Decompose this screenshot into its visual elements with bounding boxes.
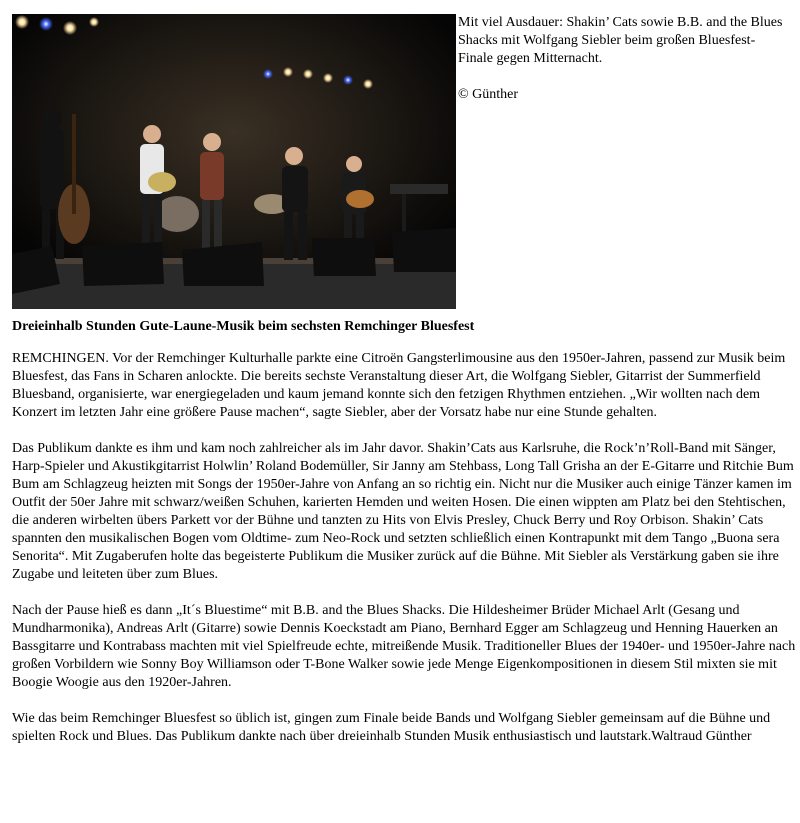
article-paragraph: REMCHINGEN. Vor der Remchinger Kulturhalle parkte eine Citroën Gangsterlimousine aus den 1950er-Jahren, passend zur Musik beim Bluesfest, das Fans in Scharen anlockte. Die bereits sechste Veranstaltung dieser Art, die Wolfgang Siebler, Gitarrist der Summerfield Bluesband, organisierte, war energiegeladen und kaum jemand konnte sich den fetzigen Rhythmen entziehen. „Wir wollten nach dem Konzert im letzten Jahr eine größere Pause machen“, sagte Siebler, aber der Vorsatz habe nur eine Stunde gehalten. xyxy=(12,351,786,420)
article-paragraph: Wie das beim Remchinger Bluesfest so üblich ist, gingen zum Finale beide Bands und Wolfgang Siebler gemeinsam auf die Bühne und spielten Rock und Blues. Das Publikum dankte nach über dreieinhalb Stunden Musik enthusiastisch und lautstark.Waltraud Günther xyxy=(12,711,771,744)
photo-credit: © Günther xyxy=(458,87,519,102)
article-paragraph: Nach der Pause hieß es dann „It´s Bluestime“ mit B.B. and the Blues Shacks. Die Hildesheimer Brüder Michael Arlt (Gesang und Mundharmonika), Andreas Arlt (Gitarre) sowie Dennis Koeckstadt am Piano, Bernhard Egger am Schlagzeug und Henning Hauerken an Bassgitarre und Kontrabass machten mit viel Spielfreude echte, mitreißende Musik. Traditioneller Blues der 1940er- und 1950er-Jahre nach großen Vorbildern wie Sonny Boy Williamson oder T-Bone Walker sowie jede Menge Eigenkompositionen in diesem Stil mixten sie mit Boogie Woogie aus den 1920er-Jahren. xyxy=(12,603,796,690)
article-body xyxy=(12,350,797,764)
article-headline: Dreieinhalb Stunden Gute-Laune-Musik beim sechsten Remchinger Bluesfest xyxy=(12,319,475,334)
band-on-stage-photo-icon xyxy=(12,14,456,309)
concert-photo xyxy=(12,14,456,309)
article-paragraph: Das Publikum dankte es ihm und kam noch zahlreicher als im Jahr davor. Shakin’Cats aus Karlsruhe, die Rock’n’Roll-Band mit Sänger, Harp-Spieler und Akustikgitarrist Holwlin’ Roland Bodemüller, Sir Janny am Stehbass, Long Tall Grisha an der E-Gitarre und Ritchie Bum Bum am Schlagzeug heizten mit Songs der 1950er-Jahre von Anfang an so richtig ein. Nicht nur die Musiker auch einige Tänzer kamen im Outfit der 50er Jahre mit schwarz/weißen Schuhen, karierten Hemden und weiten Hosen. Die einen wippten am Platz bei den Stehtischen, die anderen wirbelten übers Parkett vor der Bühne und tanzten zu Hits von Elvis Presley, Chuck Berry und Roy Orbison. Shakin’ Cats spannten den musikalischen Bogen vom Oldtime- zum Neo-Rock und setzten schließlich einen Kontrapunkt mit dem Tango „Buona sera Senorita“. Mit Zugaberufen holte das begeisterte Publikum die Musiker zurück auf die Bühne. Mit Siebler als Verstärkung gaben sie ihre Zugabe und leiteten über zum Blues. xyxy=(12,441,794,582)
photo-caption xyxy=(458,14,788,104)
caption-text: Mit viel Ausdauer: Shakin’ Cats sowie B.B. and the Blues Shacks mit Wolfgang Siebler beim großen Bluesfest-Finale gegen Mitternacht. xyxy=(458,15,783,66)
